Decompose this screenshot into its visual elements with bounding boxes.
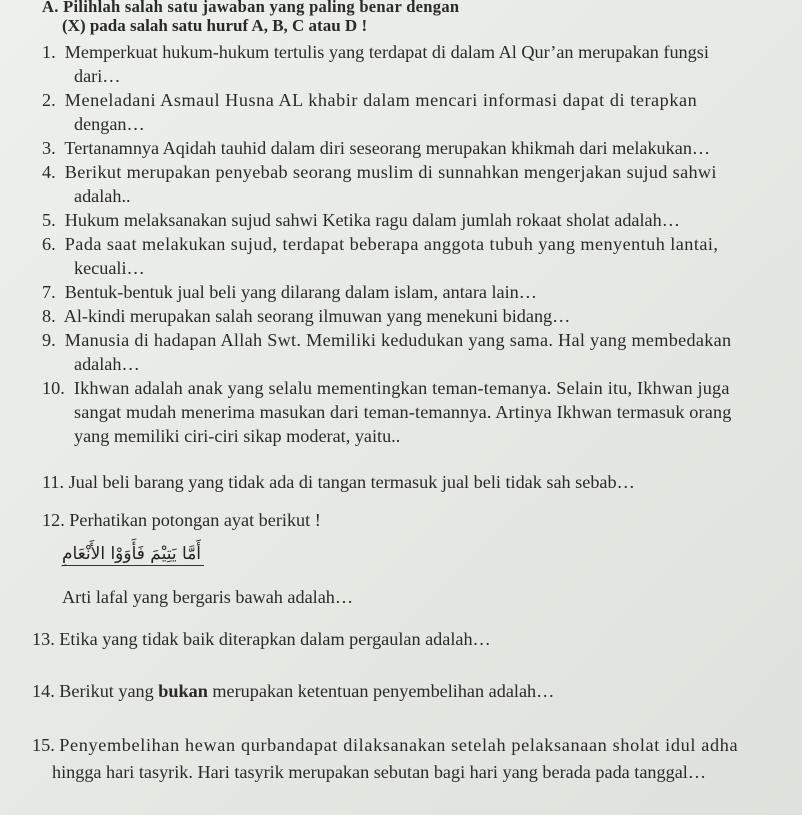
question-2: 2. Meneladani Asmaul Husna AL khabir dalam mencari informasi dapat di terapkan [42,90,698,110]
question-5: 5. Hukum melaksanakan sujud sahwi Ketika ragu dalam jumlah rokaat sholat adalah… [42,210,680,230]
question-6-line-2: kecuali… [74,258,145,278]
question-10: 10. Ikhwan adalah anak yang selalu mementingkan teman-temanya. Selain itu, Ikhwan juga [42,378,730,398]
question-11: 11. Jual beli barang yang tidak ada di tangan termasuk jual beli tidak sah sebab… [42,472,635,492]
question-9: 9. Manusia di hadapan Allah Swt. Memiliki kedudukan yang sama. Hal yang membedakan [42,330,732,350]
question-1-line-2: dari… [74,66,121,86]
question-12-line-2: Arti lafal yang bergaris bawah adalah… [62,587,354,607]
question-10-line-3: yang memiliki ciri-ciri sikap moderat, yaitu.. [74,426,401,446]
question-12: 12. Perhatikan potongan ayat berikut ! [42,510,321,530]
question-7: 7. Bentuk-bentuk jual beli yang dilarang dalam islam, antara lain… [42,282,537,302]
question-3: 3. Tertanamnya Aqidah tauhid dalam diri seseorang merupakan khikmah dari melakukan… [42,138,711,158]
question-4: 4. Berikut merupakan penyebab seorang muslim di sunnahkan mengerjakan sujud sahwi [42,162,717,182]
question-4-line-2: adalah.. [74,186,131,206]
question-13: 13. Etika yang tidak baik diterapkan dalam pergaulan adalah… [32,629,491,649]
question-1: 1. Memperkuat hukum-hukum tertulis yang terdapat di dalam Al Qur’an merupakan fungsi [42,42,709,62]
emphasis-bukan: bukan [158,681,208,701]
question-15: 15. Penyembelihan hewan qurbandapat dilaksanakan setelah pelaksanaan sholat idul adha [32,735,739,755]
question-14: 14. Berikut yang bukan merupakan ketentuan penyembelihan adalah… [32,681,555,701]
question-8: 8. Al-kindi merupakan salah seorang ilmuwan yang menekuni bidang… [42,306,571,326]
question-9-line-2: adalah… [74,354,140,374]
section-header: A. Pilihlah salah satu jawaban yang paling benar dengan [42,0,460,16]
question-15-line-2: hingga hari tasyrik. Hari tasyrik merupakan sebutan bagi hari yang berada pada tanggal… [52,762,707,782]
arabic-verse: أَمَّا يَتِيْمَ فَأَوَوْا الأَنْعَامِ [62,544,204,566]
question-6: 6. Pada saat melakukan sujud, terdapat beberapa anggota tubuh yang menyentuh lantai, [42,234,719,254]
section-instruction: (X) pada salah satu huruf A, B, C atau D ! [62,16,368,35]
question-10-line-2: sangat mudah menerima masukan dari teman-temannya. Artinya Ikhwan termasuk orang [74,402,732,422]
question-2-line-2: dengan… [74,114,145,134]
